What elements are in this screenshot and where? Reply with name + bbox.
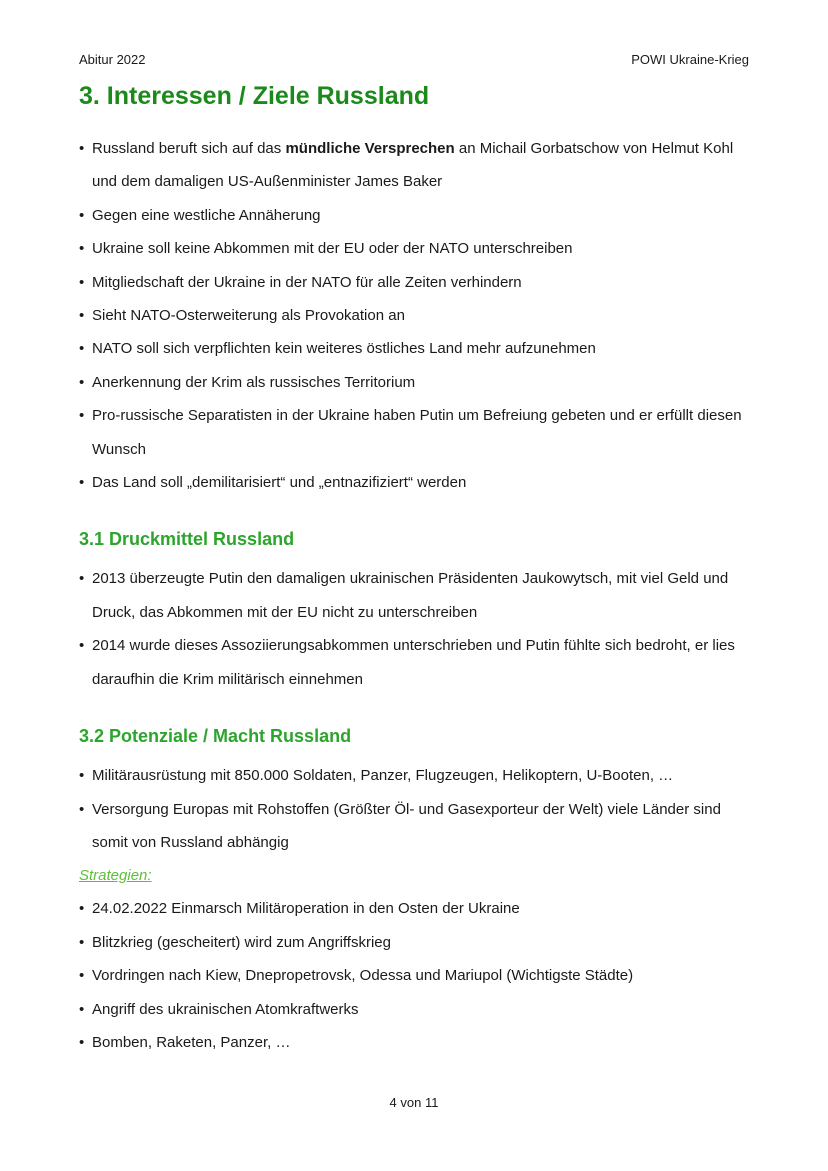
list-item: • Pro-russische Separatisten in der Ukraine haben Putin um Befreiung gebeten und er erfüllt diesen Wunsch — [79, 399, 759, 466]
page-header — [79, 52, 749, 68]
section-heading-druckmittel: 3.1 Druckmittel Russland — [79, 529, 295, 550]
bullet-icon: • — [79, 307, 85, 325]
list-item: • 24.02.2022 Einmarsch Militäroperation in den Osten der Ukraine — [79, 892, 759, 925]
list-item: • Mitgliedschaft der Ukraine in der NATO für alle Zeiten verhindern — [79, 266, 759, 299]
bullet-icon: • — [79, 900, 85, 918]
list-item: • Sieht NATO-Osterweiterung als Provokation an — [79, 299, 759, 332]
list-item: • Gegen eine westliche Annäherung — [79, 199, 759, 232]
list-item: • 2014 wurde dieses Assoziierungsabkommen unterschrieben und Putin fühlte sich bedroht, er lies daraufhin die Krim militärisch einnehmen — [79, 629, 759, 696]
bullet-icon: • — [79, 407, 85, 425]
strategies-label: Strategien: — [79, 867, 152, 885]
bullet-icon: • — [79, 240, 85, 258]
list-item: • Das Land soll „demilitarisiert“ und „entnazifiziert“ werden — [79, 466, 759, 499]
page-number: 4 von 11 — [389, 1095, 439, 1110]
bullet-icon: • — [79, 474, 85, 492]
list-item: • Blitzkrieg (gescheitert) wird zum Angriffskrieg — [79, 926, 759, 959]
list-item: • Anerkennung der Krim als russisches Territorium — [79, 366, 759, 399]
bullet-icon: • — [79, 340, 85, 358]
strategies-list — [79, 892, 759, 1059]
potenziale-list — [79, 759, 759, 859]
header-left-text: Abitur 2022 — [79, 52, 146, 67]
list-item: • Russland beruft sich auf das mündliche Versprechen an Michail Gorbatschow von Helmut Kohl und dem damaligen US-Außenminister James Baker — [79, 132, 759, 199]
list-item: • Vordringen nach Kiew, Dnepropetrovsk, Odessa und Mariupol (Wichtigste Städte) — [79, 959, 759, 992]
list-item: • NATO soll sich verpflichten kein weiteres östliches Land mehr aufzunehmen — [79, 332, 759, 365]
list-item: • Versorgung Europas mit Rohstoffen (Größter Öl- und Gasexporteur der Welt) viele Länder sind somit von Russland abhängig — [79, 793, 759, 860]
emphasis-text: mündliche Versprechen — [285, 140, 455, 157]
bullet-icon: • — [79, 140, 85, 157]
bullet-icon: • — [79, 933, 85, 951]
section-heading-potenziale: 3.2 Potenziale / Macht Russland — [79, 726, 352, 747]
main-heading: 3. Interessen / Ziele Russland — [79, 82, 430, 110]
bullet-icon: • — [79, 767, 85, 785]
bullet-icon: • — [79, 373, 85, 391]
bullet-icon: • — [79, 570, 85, 588]
list-item: • Bomben, Raketen, Panzer, … — [79, 1026, 759, 1059]
list-item: • Militärausrüstung mit 850.000 Soldaten, Panzer, Flugzeugen, Helikoptern, U-Booten, … — [79, 759, 759, 792]
list-item: • Ukraine soll keine Abkommen mit der EU oder der NATO unterschreiben — [79, 232, 759, 265]
list-item: • 2013 überzeugte Putin den damaligen ukrainischen Präsidenten Jaukowytsch, mit viel Geld und Druck, das Abkommen mit der EU nicht zu unterschreiben — [79, 562, 759, 629]
bullet-icon: • — [79, 800, 85, 818]
interests-list — [79, 132, 759, 499]
bullet-icon: • — [79, 637, 85, 655]
header-right-text: POWI Ukraine-Krieg — [631, 52, 749, 67]
list-item: • Angriff des ukrainischen Atomkraftwerks — [79, 993, 759, 1026]
bullet-icon: • — [79, 1033, 85, 1051]
bullet-icon: • — [79, 1000, 85, 1018]
bullet-icon: • — [79, 967, 85, 985]
document-body — [79, 80, 759, 1059]
bullet-icon: • — [79, 206, 85, 224]
bullet-icon: • — [79, 273, 85, 291]
druckmittel-list — [79, 562, 759, 696]
